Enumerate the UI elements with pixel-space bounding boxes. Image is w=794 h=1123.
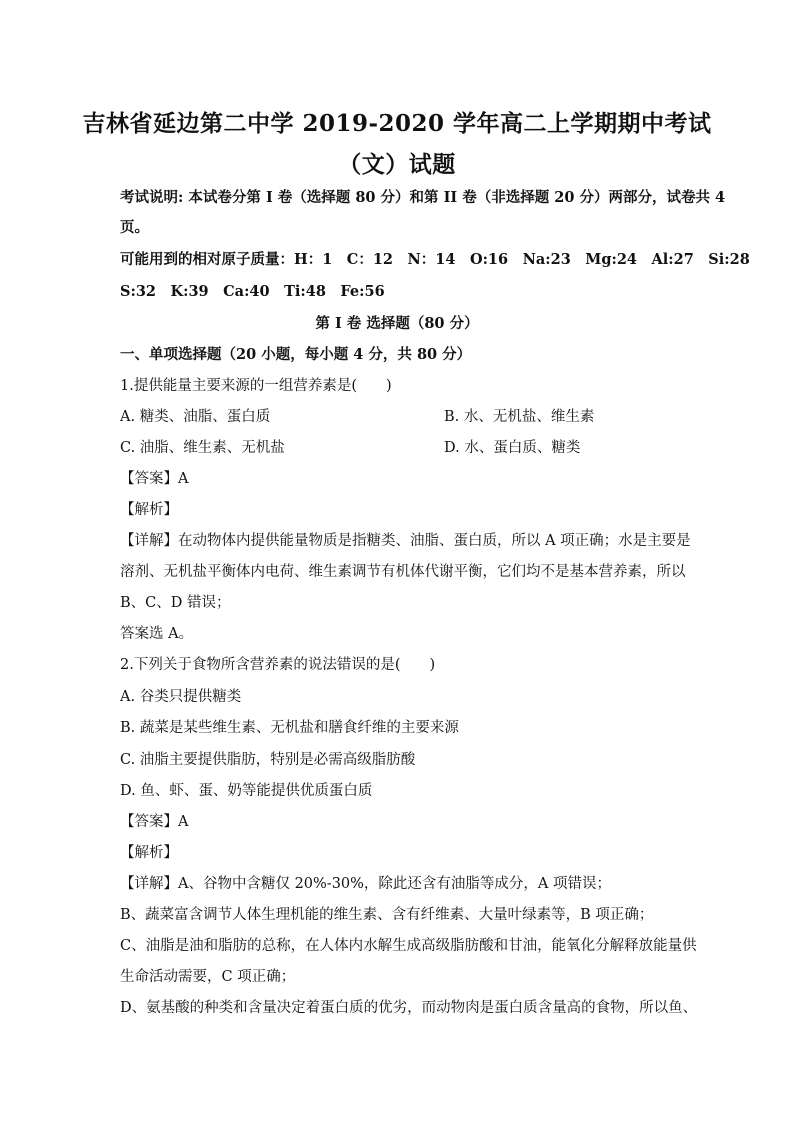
question-1-option-d: D. 水、蛋白质、糖类 [444, 440, 581, 456]
question-2-option-b: B. 蔬菜是某些维生素、无机盐和膳食纤维的主要来源 [120, 720, 459, 736]
question-1-detail: 【详解】在动物体内提供能量物质是指糖类、油脂、蛋白质，所以 A 项正确；水是主要是 [120, 533, 691, 549]
question-1-stem: 1.提供能量主要来源的一组营养素是( ) [120, 378, 392, 394]
question-2-answer: 【答案】A [120, 814, 189, 830]
section-subheading: 一、单项选择题（20 小题，每小题 4 分，共 80 分） [120, 346, 472, 363]
question-2-detail: B、蔬菜富含调节人体生理机能的维生素、含有纤维素、大量叶绿素等，B 项正确； [120, 907, 654, 923]
exam-title-line1: 吉林省延边第二中学 2019-2020 学年高二上学期期中考试 [82, 110, 712, 137]
exam-instructions-cont: 页。 [120, 219, 149, 236]
atomic-masses: 可能用到的相对原子质量：H：1 C：12 N：14 O:16 Na:23 Mg:24 Al:27 Si:28 [120, 251, 750, 268]
question-1-option-b: B. 水、无机盐、维生素 [444, 409, 595, 425]
question-2-detail: 生命活动需要，C 项正确； [120, 969, 296, 985]
question-1-detail: 溶剂、无机盐平衡体内电荷、维生素调节有机体代谢平衡，它们均不是基本营养素，所以 [120, 564, 686, 580]
question-1-detail: B、C、D 错误； [120, 595, 231, 611]
question-1-analysis-label: 【解析】 [120, 502, 178, 518]
question-2-detail: D、氨基酸的种类和含量决定着蛋白质的优劣，而动物肉是蛋白质含量高的食物，所以鱼、 [120, 1000, 698, 1016]
section-heading: 第 I 卷 选择题（80 分） [315, 315, 479, 332]
question-1-option-c: C. 油脂、维生素、无机盐 [120, 440, 285, 456]
exam-title-line2: （文）试题 [338, 151, 456, 178]
question-2-stem: 2.下列关于食物所含营养素的说法错误的是( ) [120, 657, 436, 673]
question-2-option-d: D. 鱼、虾、蛋、奶等能提供优质蛋白质 [120, 783, 373, 799]
atomic-masses-cont: S:32 K:39 Ca:40 Ti:48 Fe:56 [120, 283, 385, 300]
question-1-option-a: A. 糖类、油脂、蛋白质 [120, 409, 271, 425]
question-2-option-a: A. 谷类只提供糖类 [120, 689, 242, 705]
question-2-detail: C、油脂是油和脂肪的总称，在人体内水解生成高级脂肪酸和甘油，能氧化分解释放能量供 [120, 938, 697, 954]
question-1-answer: 【答案】A [120, 471, 189, 487]
question-1-conclusion: 答案选 A。 [120, 626, 194, 642]
question-2-detail: 【详解】A、谷物中含糖仅 20%-30%，除此还含有油脂等成分，A 项错误； [120, 876, 612, 892]
exam-instructions: 考试说明: 本试卷分第 I 卷（选择题 80 分）和第 II 卷（非选择题 20 分）两部分，试卷共 4 [120, 189, 726, 206]
question-2-option-c: C. 油脂主要提供脂肪，特别是必需高级脂肪酸 [120, 752, 416, 768]
question-2-analysis-label: 【解析】 [120, 845, 178, 861]
